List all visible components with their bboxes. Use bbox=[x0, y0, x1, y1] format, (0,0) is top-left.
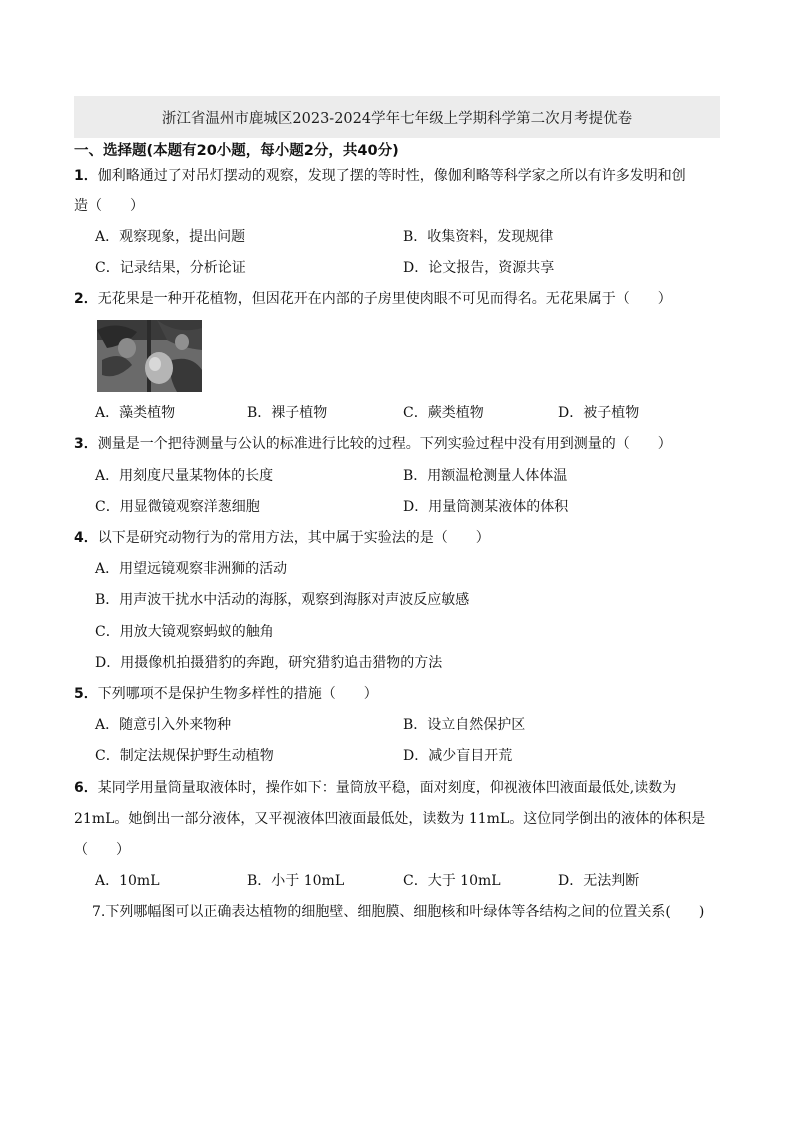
question-number: 3． bbox=[74, 436, 98, 452]
question-number: 2． bbox=[74, 291, 98, 307]
q6-option-a: A．10mL bbox=[95, 873, 160, 889]
question-number: 5． bbox=[74, 686, 98, 702]
q6-option-c: C．大于 10mL bbox=[403, 873, 501, 889]
question-6-cont: 21mL。她倒出一部分液体，又平视液体凹液面最低处，读数为 11mL。这位同学倒出的液体的体积是 bbox=[74, 811, 706, 827]
q6-option-d: D．无法判断 bbox=[558, 873, 640, 889]
q3-option-c: C．用显微镜观察洋葱细胞 bbox=[95, 499, 260, 515]
q4-option-c: C．用放大镜观察蚂蚁的触角 bbox=[95, 624, 274, 640]
question-7: 7.下列哪幅图可以正确表达植物的细胞壁、细胞膜、细胞核和叶绿体等各结构之间的位置关系( ) bbox=[92, 904, 705, 920]
q5-option-c: C．制定法规保护野生动植物 bbox=[95, 748, 274, 764]
q2-option-d: D．被子植物 bbox=[558, 405, 640, 421]
q2-option-b: B．裸子植物 bbox=[247, 405, 328, 421]
question-text: 下列哪项不是保护生物多样性的措施（ ） bbox=[97, 686, 378, 702]
q6-option-b: B．小于 10mL bbox=[247, 873, 345, 889]
question-text: 无花果是一种开花植物，但因花开在内部的子房里使肉眼不可见而得名。无花果属于（ ） bbox=[97, 291, 672, 307]
q5-option-d: D．减少盲目开荒 bbox=[403, 748, 513, 764]
q1-option-b: B．收集资料，发现规律 bbox=[403, 229, 554, 245]
question-6 bbox=[74, 778, 676, 798]
question-3 bbox=[74, 434, 672, 454]
q5-option-b: B．设立自然保护区 bbox=[403, 717, 526, 733]
q4-option-a: A．用望远镜观察非洲狮的活动 bbox=[95, 561, 288, 577]
q3-option-b: B．用额温枪测量人体体温 bbox=[403, 468, 568, 484]
q1-option-d: D．论文报告，资源共享 bbox=[403, 260, 555, 276]
page-title-bar bbox=[74, 96, 720, 138]
q3-option-d: D．用量筒测某液体的体积 bbox=[403, 499, 569, 515]
q2-option-a: A．藻类植物 bbox=[95, 405, 176, 421]
question-number: 1． bbox=[74, 168, 98, 184]
question-5 bbox=[74, 684, 378, 704]
question-text: 以下是研究动物行为的常用方法，其中属于实验法的是（ ） bbox=[97, 530, 490, 546]
question-number: 6． bbox=[74, 780, 98, 796]
q2-option-c: C．蕨类植物 bbox=[403, 405, 484, 421]
question-6-cont2: （ ） bbox=[74, 842, 130, 858]
q3-option-a: A．用刻度尺量某物体的长度 bbox=[95, 468, 274, 484]
section-heading: 一、选择题(本题有20小题，每小题2分，共40分) bbox=[74, 143, 399, 159]
question-text: 测量是一个把待测量与公认的标准进行比较的过程。下列实验过程中没有用到测量的（ ） bbox=[97, 436, 672, 452]
question-4 bbox=[74, 528, 490, 548]
question-1 bbox=[74, 166, 686, 186]
q4-option-d: D．用摄像机拍摄猎豹的奔跑，研究猎豹追击猎物的方法 bbox=[95, 655, 443, 671]
question-2 bbox=[74, 289, 672, 309]
q1-option-a: A．观察现象，提出问题 bbox=[95, 229, 246, 245]
q1-option-c: C．记录结果，分析论证 bbox=[95, 260, 246, 276]
q5-option-a: A．随意引入外来物种 bbox=[95, 717, 232, 733]
question-text: 伽利略通过了对吊灯摆动的观察，发现了摆的等时性，像伽利略等科学家之所以有许多发明和创 bbox=[97, 168, 686, 184]
question-1-cont: 造（ ） bbox=[74, 198, 144, 214]
page-title: 浙江省温州市鹿城区2023-2024学年七年级上学期科学第二次月考提优卷 bbox=[161, 110, 633, 127]
fig-photo bbox=[97, 320, 202, 392]
question-text: 某同学用量筒量取液体时，操作如下：量筒放平稳，面对刻度，仰视液体凹液面最低处,读数为 bbox=[97, 780, 677, 796]
question-number: 4． bbox=[74, 530, 98, 546]
q4-option-b: B．用声波干扰水中活动的海豚，观察到海豚对声波反应敏感 bbox=[95, 592, 470, 608]
fig-tree-image bbox=[97, 320, 202, 392]
